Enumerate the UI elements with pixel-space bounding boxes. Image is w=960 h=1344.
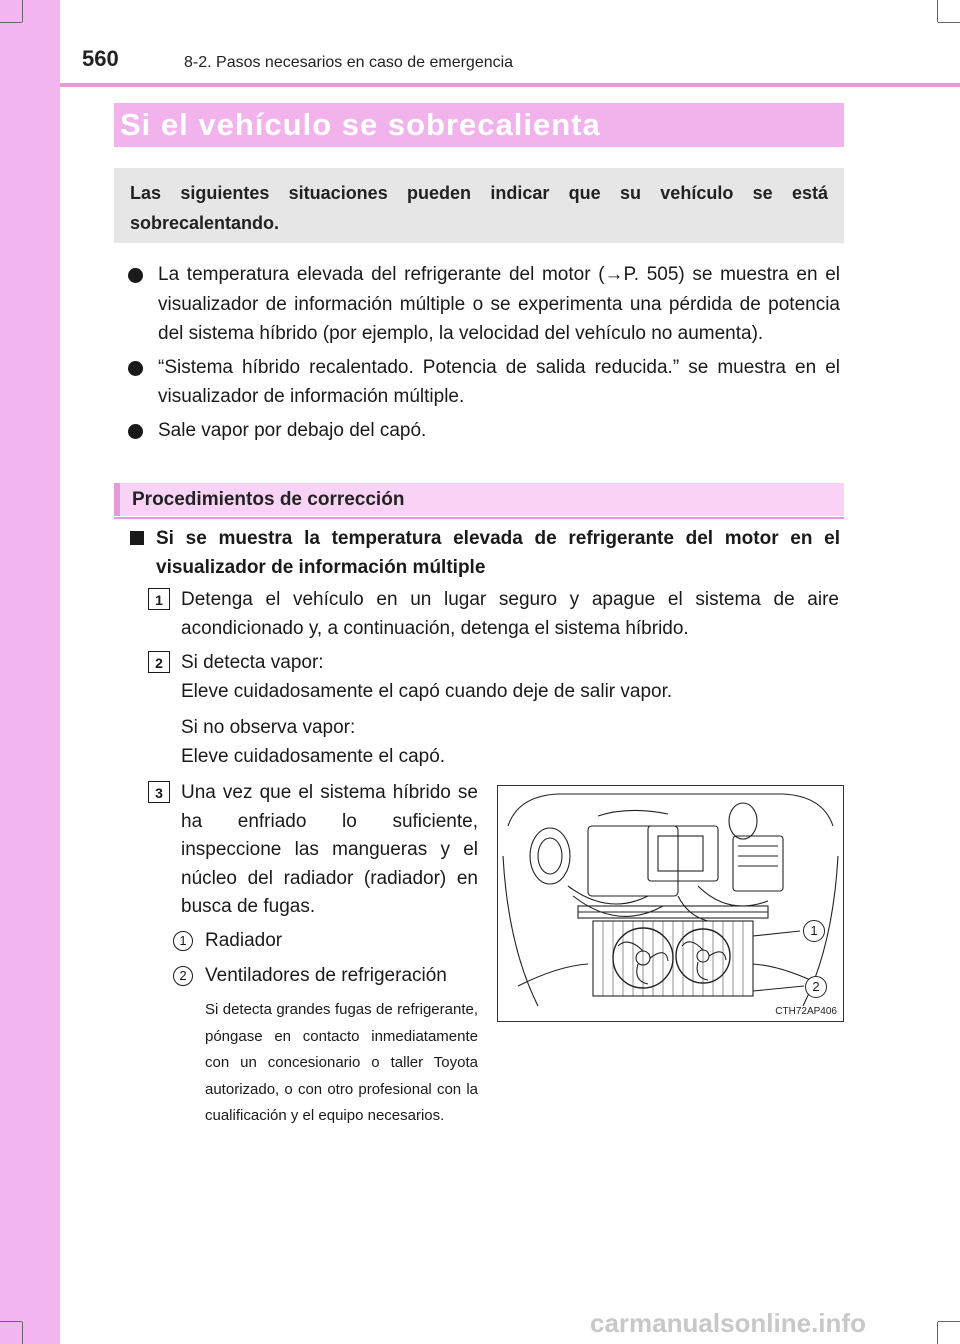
bullet-dot-icon [128, 268, 143, 283]
step-text: Una vez que el sistema híbrido se ha enfriado lo suficiente, inspeccione las mangueras y el núcleo del radiador (radiador) en busca de fugas. [181, 782, 478, 917]
list-item-text: La temperatura elevada del refrigerante del motor (→P. 505) se muestra en el visualizador de información múltiple o se experimenta una pérdida de potencia del sistema híbrido (por ejemplo, la velocidad del vehículo no aumenta). [158, 264, 840, 344]
subsection-title: Procedimientos de corrección [132, 489, 405, 510]
step-line: Eleve cuidadosamente el capó cuando deje de salir vapor. [181, 680, 673, 702]
step-number: 3 [148, 781, 170, 803]
intro-box [114, 168, 844, 243]
legend-label: Radiador [205, 930, 283, 951]
page-number: 560 [82, 46, 119, 71]
bullet-dot-icon [128, 361, 143, 376]
crop-mark [22, 1322, 23, 1344]
list-item-text: Sale vapor por debajo del capó. [158, 419, 427, 441]
watermark-text: carmanualsonline.info [590, 1308, 866, 1338]
chapter-side-tab [0, 0, 60, 1344]
figure-callout: 1 [803, 920, 825, 942]
engine-bay-drawing [498, 786, 843, 1021]
legend-number: 2 [173, 966, 193, 986]
step-line: Si detecta vapor: [181, 652, 324, 673]
list-item [128, 260, 840, 349]
crop-mark [938, 22, 960, 23]
leak-note: Si detecta grandes fugas de refrigerante, póngase en contacto inmediatamente con un concesionario o taller Toyota autorizado, o con otro profesional con la cualificación y el equipo necesarios. [205, 1001, 478, 1124]
figure-code: CTH72AP406 [775, 1006, 837, 1017]
crop-mark [0, 22, 22, 23]
legend-number: 1 [173, 931, 193, 951]
subsection-accent [114, 483, 120, 516]
square-bullet-icon [130, 531, 144, 545]
step-number: 1 [148, 588, 170, 610]
crop-mark [22, 0, 23, 22]
symptom-list [128, 260, 840, 449]
step-text: Detenga el vehículo en un lugar seguro y apague el sistema de aire acondicionado y, a continuación, detenga el sistema híbrido. [181, 589, 839, 639]
crop-mark [937, 0, 938, 22]
section-title-bar [114, 103, 844, 147]
crop-mark [0, 1321, 22, 1322]
crop-mark [938, 1321, 960, 1322]
section-title: Si el vehículo se sobrecalienta [120, 107, 601, 142]
step-line: Si no observa vapor: [181, 717, 356, 738]
list-item [128, 353, 840, 412]
step-line: Eleve cuidadosamente el capó. [181, 745, 446, 767]
condition-heading-text: Si se muestra la temperatura elevada de refrigerante del motor en el visualizador de información múltiple [156, 528, 840, 578]
subsection-rule [114, 517, 844, 519]
condition-heading [130, 524, 840, 582]
engine-bay-illustration [497, 785, 844, 1022]
legend-label: Ventiladores de refrigeración [205, 965, 447, 986]
figure-callout: 2 [805, 976, 827, 998]
crop-mark [937, 1322, 938, 1344]
step-text [181, 649, 839, 771]
list-item [128, 416, 840, 446]
header-rule [60, 83, 960, 87]
list-item-text: “Sistema híbrido recalentado. Potencia de salida reducida.” se muestra en el visualizador de información múltiple. [158, 356, 840, 407]
subsection-bar [114, 483, 844, 516]
step-number: 2 [148, 651, 170, 673]
bullet-dot-icon [128, 424, 143, 439]
section-path: 8-2. Pasos necesarios en caso de emergencia [184, 54, 514, 71]
intro-text: Las siguientes situaciones pueden indicar que su vehículo se está sobrecalentando. [130, 183, 828, 233]
